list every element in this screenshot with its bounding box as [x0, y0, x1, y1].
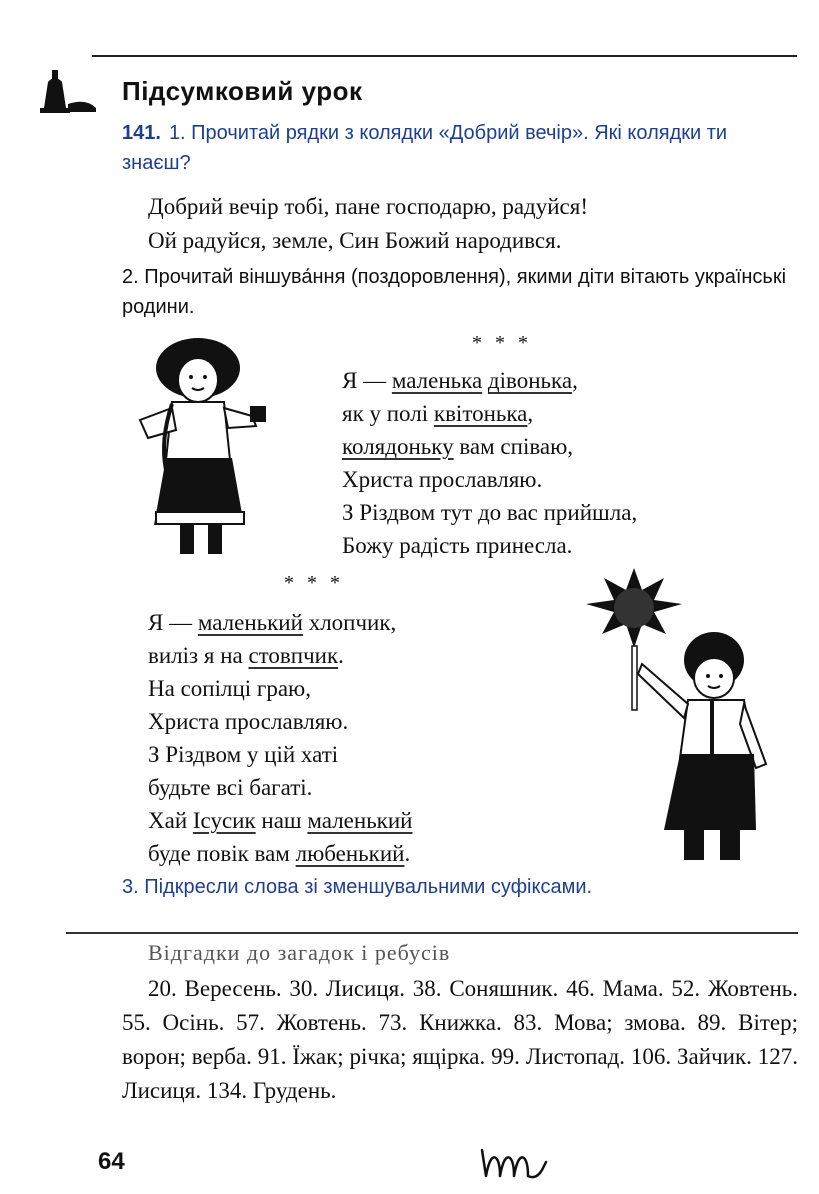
answers-title: Відгадки до загадок і ребусів [148, 940, 451, 965]
task-1 [122, 118, 798, 178]
poem-1 [342, 364, 637, 562]
poem-line: виліз я на стовпчик. [148, 643, 344, 668]
poem-line: Христа прославляю. [148, 709, 349, 734]
carol-line: Ой радуйся, земле, Син Божий народився. [148, 228, 562, 253]
boy-with-star-illustration [584, 568, 774, 868]
poem-line: буде повік вам любенький. [148, 841, 411, 866]
poem-line: будьте всі багаті. [148, 775, 313, 800]
task-number: 141. [122, 122, 161, 144]
poem-line: Божу радість принесла. [342, 533, 573, 558]
page-title: Підсумковий урок [122, 76, 363, 106]
girl-caroler-illustration [120, 330, 285, 560]
page-number: 64 [98, 1148, 125, 1175]
poem-line: Я — маленький хлопчик, [148, 610, 397, 635]
answers-text: 20. Вересень. 30. Лисиця. 38. Соняшник. 46. Мама. 52. Жовтень. 55. Осінь. 57. Жовтень. 73. Книжка. 83. Мова; змова. 89. Вітер; ворон; верба. 91. Їжак; річка; ящірка. 99. Листопад. 106. Зайчик. 127. Лисиця. 134. Грудень. [122, 976, 798, 1103]
section-rule [66, 932, 798, 934]
top-rule [92, 55, 797, 57]
handwritten-signature [476, 1136, 566, 1184]
task-1-text: 1. Прочитай рядки з колядки «Добрий вечір». Які колядки ти знаєш? [122, 122, 728, 174]
task-3-text: 3. Підкресли слова зі зменшувальними суфіксами. [122, 876, 593, 898]
poem-line: як у полі квітонька, [342, 401, 534, 426]
poem-2-stars: * * * [284, 572, 344, 594]
carol-line: Добрий вечір тобі, пане господарю, радуйся! [148, 194, 588, 219]
poem-line: Христа прославляю. [342, 467, 543, 492]
task-2-text: 2. Прочитай віншува́ння (поздоровлення), якими діти вітають українські родини. [122, 266, 787, 318]
carol-excerpt [148, 190, 588, 258]
poem-line: Я — маленька дівонька, [342, 368, 578, 393]
poem-1-stars: * * * [472, 332, 532, 354]
poem-line: З Різдвом тут до вас прийшла, [342, 500, 638, 525]
poem-2 [148, 606, 412, 870]
poem-line: На сопілці граю, [148, 676, 311, 701]
bell-icon [38, 68, 98, 118]
poem-line: З Різдвом у цій хаті [148, 742, 339, 767]
poem-line: колядоньку вам співаю, [342, 434, 574, 459]
poem-line: Хай Ісусик наш маленький [148, 808, 413, 833]
